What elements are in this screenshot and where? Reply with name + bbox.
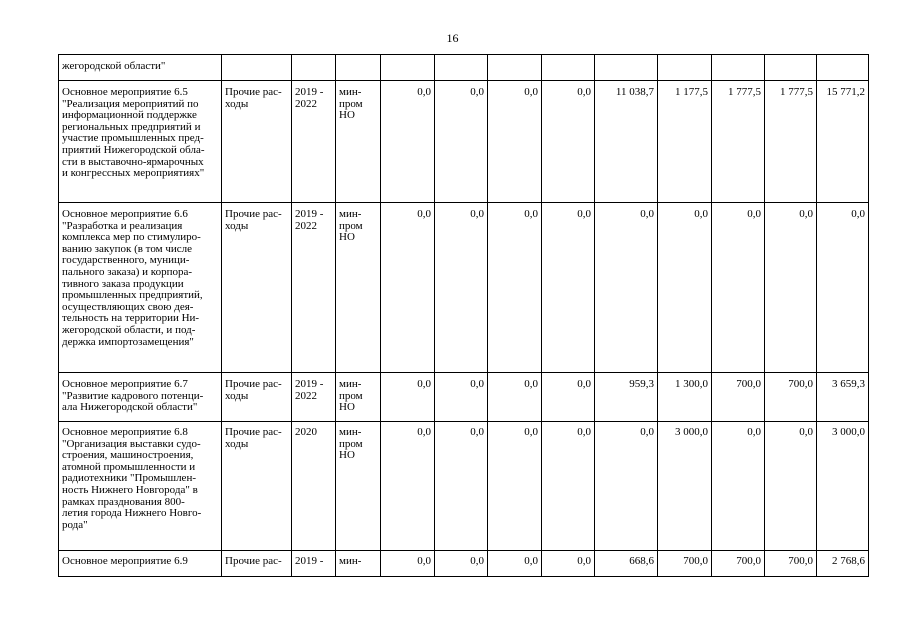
value-cell xyxy=(381,203,435,373)
period-cell-text: 2019 - xyxy=(295,555,324,567)
activity-name-cell xyxy=(59,203,222,373)
table-row xyxy=(59,422,869,551)
period-cell-text: 2019 - 2022 xyxy=(295,378,324,402)
value-cell xyxy=(765,81,817,203)
value-cell xyxy=(817,373,869,422)
value-cell xyxy=(765,55,817,81)
page-number: 16 xyxy=(446,31,459,45)
value-cell-text: 3 659,3 xyxy=(832,378,865,390)
value-cell xyxy=(712,422,765,551)
value-cell xyxy=(435,55,488,81)
value-cell xyxy=(817,422,869,551)
value-cell xyxy=(765,373,817,422)
value-cell xyxy=(435,373,488,422)
value-cell xyxy=(542,422,595,551)
value-cell xyxy=(488,373,542,422)
value-cell-text: 0,0 xyxy=(577,555,591,567)
value-cell-text: 0,0 xyxy=(851,208,865,220)
value-cell xyxy=(595,422,658,551)
executor-cell-text: мин- пром НО xyxy=(339,86,363,122)
value-cell xyxy=(712,81,765,203)
value-cell xyxy=(595,81,658,203)
value-cell-text: 3 000,0 xyxy=(675,426,708,438)
value-cell xyxy=(435,551,488,577)
activity-name-cell-text: Основное мероприятие 6.6 "Разработка и реализация комплекса мер по стимулиро- ванию закупок (в том числе государственного, муници- пального заказа) и корпора- тивного заказа продукции промышленных предприятий, осуществляющих свою дея- тельность на территории Ни- жегородской области, и под- держка импортозамещения" xyxy=(62,208,203,348)
period-cell xyxy=(292,373,336,422)
value-cell xyxy=(817,551,869,577)
value-cell-text: 0,0 xyxy=(524,86,538,98)
period-cell xyxy=(292,55,336,81)
activity-name-cell-text: Основное мероприятие 6.5 "Реализация мероприятий по информационной поддержке региональных предприятий и участие промышленных пред- приятий Нижегородской обла- сти в выставочно-ярмарочных и конгрессных мероприятиях" xyxy=(62,86,205,180)
expense-type-cell-text: Прочие рас- ходы xyxy=(225,378,282,402)
value-cell xyxy=(381,373,435,422)
activity-name-cell-text: жегородской области" xyxy=(62,60,166,72)
expense-type-cell xyxy=(222,55,292,81)
value-cell-text: 700,0 xyxy=(683,555,708,567)
table-body xyxy=(59,55,869,577)
value-cell-text: 0,0 xyxy=(747,426,761,438)
value-cell-text: 700,0 xyxy=(736,378,761,390)
activity-name-cell-text: Основное мероприятие 6.9 xyxy=(62,555,188,567)
value-cell-text: 0,0 xyxy=(417,555,431,567)
value-cell-text: 0,0 xyxy=(417,426,431,438)
value-cell xyxy=(488,551,542,577)
value-cell xyxy=(435,422,488,551)
value-cell xyxy=(712,55,765,81)
value-cell-text: 0,0 xyxy=(577,86,591,98)
expense-type-cell xyxy=(222,422,292,551)
value-cell xyxy=(381,81,435,203)
table-row xyxy=(59,81,869,203)
value-cell-text: 0,0 xyxy=(417,208,431,220)
expense-type-cell xyxy=(222,203,292,373)
expense-type-cell-text: Прочие рас- ходы xyxy=(225,426,282,450)
value-cell-text: 0,0 xyxy=(694,208,708,220)
value-cell xyxy=(595,203,658,373)
value-cell-text: 0,0 xyxy=(524,378,538,390)
expense-type-cell xyxy=(222,81,292,203)
value-cell-text: 0,0 xyxy=(799,208,813,220)
period-cell xyxy=(292,203,336,373)
period-cell-text: 2019 - 2022 xyxy=(295,208,324,232)
executor-cell xyxy=(336,551,381,577)
value-cell xyxy=(542,373,595,422)
value-cell-text: 0,0 xyxy=(524,555,538,567)
value-cell-text: 0,0 xyxy=(524,426,538,438)
program-table xyxy=(58,54,869,577)
value-cell xyxy=(712,551,765,577)
expense-type-cell-text: Прочие рас- ходы xyxy=(225,86,282,110)
value-cell-text: 1 300,0 xyxy=(675,378,708,390)
value-cell xyxy=(381,422,435,551)
value-cell-text: 0,0 xyxy=(417,86,431,98)
activity-name-cell-text: Основное мероприятие 6.7 "Развитие кадрового потенци- ала Нижегородской области" xyxy=(62,378,204,414)
expense-type-cell-text: Прочие рас- xyxy=(225,555,282,567)
value-cell-text: 700,0 xyxy=(736,555,761,567)
value-cell-text: 959,3 xyxy=(629,378,654,390)
value-cell xyxy=(488,422,542,551)
value-cell-text: 1 177,5 xyxy=(675,86,708,98)
value-cell-text: 0,0 xyxy=(470,378,484,390)
table-row xyxy=(59,55,869,81)
executor-cell-text: мин- пром НО xyxy=(339,208,363,244)
value-cell-text: 0,0 xyxy=(640,208,654,220)
value-cell-text: 0,0 xyxy=(577,426,591,438)
value-cell-text: 0,0 xyxy=(470,208,484,220)
executor-cell xyxy=(336,203,381,373)
value-cell xyxy=(658,81,712,203)
activity-name-cell xyxy=(59,81,222,203)
executor-cell-text: мин- пром НО xyxy=(339,378,363,414)
value-cell xyxy=(817,55,869,81)
executor-cell xyxy=(336,81,381,203)
activity-name-cell xyxy=(59,373,222,422)
value-cell xyxy=(765,203,817,373)
value-cell xyxy=(381,551,435,577)
value-cell xyxy=(595,55,658,81)
value-cell-text: 700,0 xyxy=(788,378,813,390)
value-cell xyxy=(488,81,542,203)
value-cell-text: 0,0 xyxy=(577,208,591,220)
value-cell-text: 0,0 xyxy=(470,86,484,98)
value-cell xyxy=(658,203,712,373)
value-cell xyxy=(542,203,595,373)
value-cell-text: 668,6 xyxy=(629,555,654,567)
value-cell xyxy=(595,373,658,422)
value-cell-text: 0,0 xyxy=(747,208,761,220)
value-cell xyxy=(542,551,595,577)
value-cell-text: 11 038,7 xyxy=(615,86,654,98)
value-cell xyxy=(658,373,712,422)
executor-cell-text: мин- пром НО xyxy=(339,426,363,462)
value-cell xyxy=(817,81,869,203)
value-cell xyxy=(488,55,542,81)
value-cell-text: 1 777,5 xyxy=(780,86,813,98)
value-cell xyxy=(542,55,595,81)
executor-cell xyxy=(336,373,381,422)
value-cell-text: 0,0 xyxy=(470,426,484,438)
value-cell-text: 0,0 xyxy=(640,426,654,438)
value-cell xyxy=(712,203,765,373)
value-cell-text: 0,0 xyxy=(524,208,538,220)
value-cell-text: 0,0 xyxy=(417,378,431,390)
value-cell xyxy=(488,203,542,373)
value-cell xyxy=(712,373,765,422)
executor-cell-text: мин- xyxy=(339,555,362,567)
value-cell xyxy=(817,203,869,373)
value-cell xyxy=(765,422,817,551)
value-cell-text: 0,0 xyxy=(799,426,813,438)
period-cell-text: 2019 - 2022 xyxy=(295,86,324,110)
value-cell-text: 700,0 xyxy=(788,555,813,567)
value-cell-text: 15 771,2 xyxy=(826,86,865,98)
period-cell xyxy=(292,551,336,577)
period-cell xyxy=(292,422,336,551)
table-row xyxy=(59,203,869,373)
expense-type-cell xyxy=(222,551,292,577)
expense-type-cell-text: Прочие рас- ходы xyxy=(225,208,282,232)
value-cell xyxy=(435,81,488,203)
value-cell xyxy=(595,551,658,577)
executor-cell xyxy=(336,55,381,81)
period-cell-text: 2020 xyxy=(295,426,317,438)
value-cell-text: 0,0 xyxy=(577,378,591,390)
activity-name-cell xyxy=(59,55,222,81)
value-cell-text: 0,0 xyxy=(470,555,484,567)
table-row xyxy=(59,373,869,422)
period-cell xyxy=(292,81,336,203)
executor-cell xyxy=(336,422,381,551)
value-cell-text: 2 768,6 xyxy=(832,555,865,567)
activity-name-cell-text: Основное мероприятие 6.8 "Организация выставки судо- строения, машиностроения, атомной промышленности и радиотехники "Промышлен- ность Нижнего Новгорода" в рамках празднования 800- летия города Нижнего Новго- рода" xyxy=(62,426,202,531)
value-cell xyxy=(658,422,712,551)
activity-name-cell xyxy=(59,551,222,577)
value-cell xyxy=(658,551,712,577)
value-cell xyxy=(542,81,595,203)
value-cell xyxy=(435,203,488,373)
value-cell xyxy=(658,55,712,81)
value-cell-text: 1 777,5 xyxy=(728,86,761,98)
value-cell-text: 3 000,0 xyxy=(832,426,865,438)
value-cell xyxy=(381,55,435,81)
activity-name-cell xyxy=(59,422,222,551)
table-row xyxy=(59,551,869,577)
expense-type-cell xyxy=(222,373,292,422)
value-cell xyxy=(765,551,817,577)
